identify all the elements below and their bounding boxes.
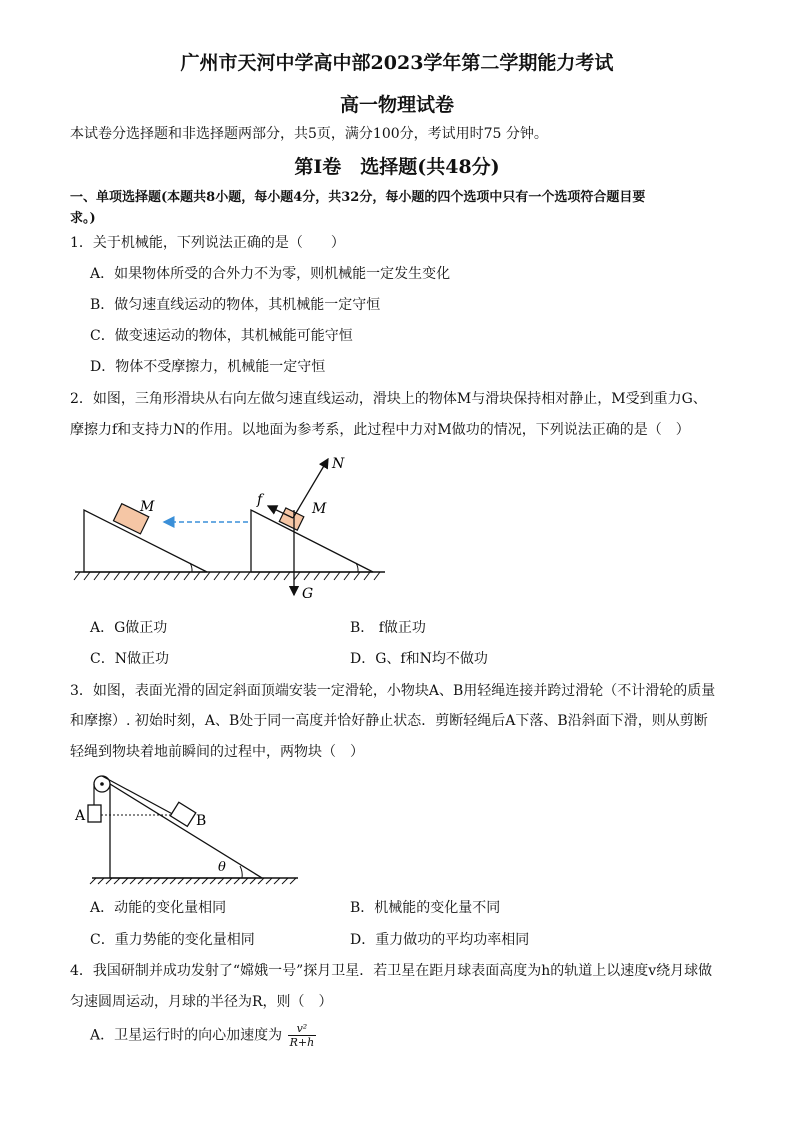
q2-option-d: D．G、f和N均不做功 xyxy=(350,651,488,667)
q3-option-b: B．机械能的变化量不同 xyxy=(350,900,501,916)
q1-option-c: C．做变速运动的物体，其机械能可能守恒 xyxy=(90,328,353,344)
q4-stem-line2: 匀速圆周运动，月球的半径为R，则（ ） xyxy=(70,994,333,1010)
q1-stem: 1．关于机械能，下列说法正确的是（ ） xyxy=(70,235,345,251)
q4-option-a-text: A．卫星运行时的向心加速度为 xyxy=(90,1027,283,1044)
q1-option-d: D．物体不受摩擦力，机械能一定守恒 xyxy=(90,359,326,375)
q1-option-b: B．做匀速直线运动的物体，其机械能一定守恒 xyxy=(90,297,381,313)
q3-ground-hatching xyxy=(90,878,296,884)
q3-option-a: A．动能的变化量相同 xyxy=(90,900,227,916)
q3-block-a-label: A xyxy=(75,808,86,824)
q2-ground-hatching xyxy=(74,572,380,580)
q3-figure xyxy=(70,770,310,885)
q2-friction-label: f xyxy=(257,492,263,508)
q2-option-a: A．G做正功 xyxy=(90,620,168,636)
q2-option-c: C．N做正功 xyxy=(90,651,169,667)
q2-gravity-label: G xyxy=(302,586,314,602)
part1-heading-line2: 求。) xyxy=(70,211,96,226)
q2-figure xyxy=(70,450,390,605)
q3-option-d: D．重力做功的平均功率相同 xyxy=(350,932,530,948)
part1-heading-line1: 一、单项选择题(本题共8小题，每小题4分，共32分，每小题的四个选项中只有一个选项符合题目要 xyxy=(70,190,646,205)
q3-stem-line2: 和摩擦）. 初始时刻，A、B处于同一高度并恰好静止状态．剪断轻绳后A下落、B沿斜面下滑，则从剪断 xyxy=(70,713,708,729)
q3-block-b xyxy=(170,802,195,826)
q1-option-a: A．如果物体所受的合外力不为零，则机械能一定发生变化 xyxy=(90,266,451,282)
q2-stem-line1: 2．如图，三角形滑块从右向左做匀速直线运动，滑块上的物体M与滑块保持相对静止，M受到重力G、 xyxy=(70,391,707,407)
exam-title: 广州市天河中学高中部2023学年第二学期能力考试 xyxy=(180,52,614,74)
instructions: 本试卷分选择题和非选择题两部分，共5页，满分100分，考试用时75 分钟。 xyxy=(70,126,548,142)
q3-incline xyxy=(110,784,262,878)
q4-fraction-numerator: v² xyxy=(288,1022,317,1036)
q3-option-c: C．重力势能的变化量相同 xyxy=(90,932,255,948)
q3-block-a xyxy=(88,805,101,822)
q2-right-wedge xyxy=(251,510,373,572)
q2-stem-line2: 摩擦力f和支持力N的作用。以地面为参考系，此过程中力对M做功的情况，下列说法正确的是（ ） xyxy=(70,422,690,438)
q3-angle-label: θ xyxy=(218,860,226,875)
q2-option-b: B． f做正功 xyxy=(350,620,426,636)
q4-fraction-denominator: R+h xyxy=(289,1036,315,1049)
q4-stem-line1: 4．我国研制并成功发射了“嫦娥一号”探月卫星．若卫星在距月球表面高度为h的轨道上以速度v绕月球做 xyxy=(70,963,713,979)
q2-normal-force-label: N xyxy=(332,456,345,472)
q3-stem-line1: 3．如图，表面光滑的固定斜面顶端安装一定滑轮，小物块A、B用轻绳连接并跨过滑轮（不计滑轮的质量 xyxy=(70,683,716,699)
q3-stem-line3: 轻绳到物块着地前瞬间的过程中，两物块（ ） xyxy=(70,744,364,760)
q4-option-a xyxy=(90,1022,316,1049)
q3-angle-arc xyxy=(240,866,242,878)
q4-option-a-fraction xyxy=(288,1022,317,1049)
q2-right-block-label: M xyxy=(312,501,327,517)
q3-rope-b xyxy=(102,776,178,817)
q3-block-b-label: B xyxy=(196,813,207,829)
exam-subtitle: 高一物理试卷 xyxy=(339,94,454,116)
q2-left-block-label: M xyxy=(140,499,155,515)
q3-pulley-axle xyxy=(100,782,104,786)
section-title: 第Ⅰ卷 选择题(共48分) xyxy=(294,156,500,178)
